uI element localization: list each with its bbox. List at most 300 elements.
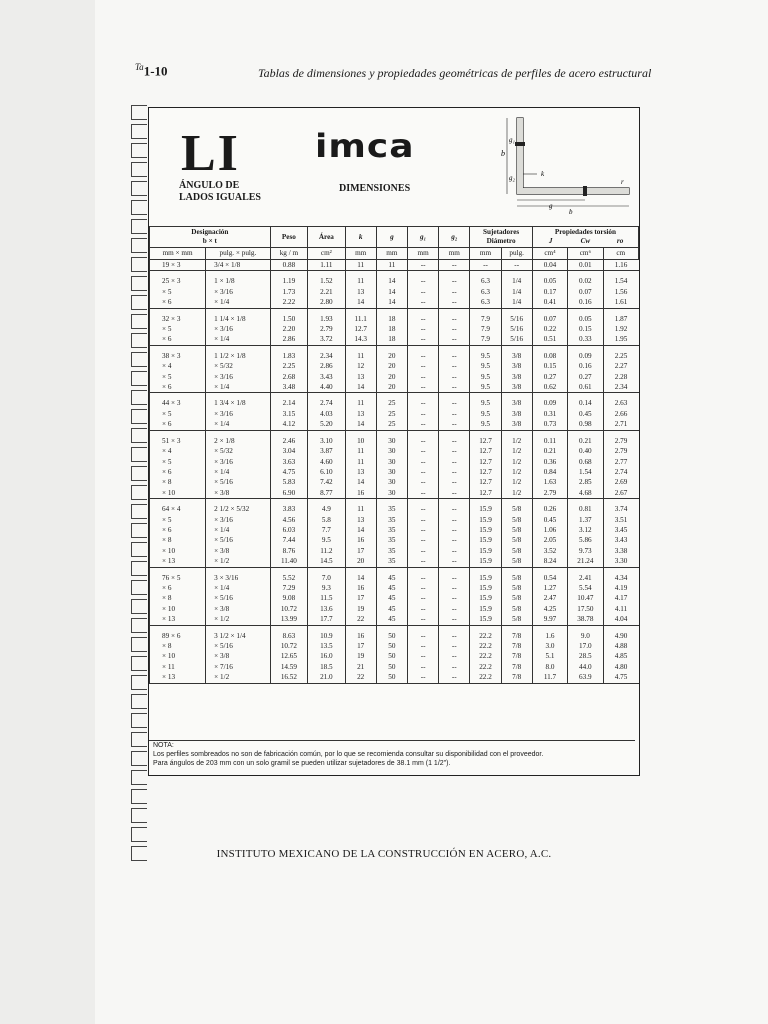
units-row <box>150 248 639 260</box>
footer: INSTITUTO MEXICANO DE LA CONSTRUCCIÓN EN ACERO, A.C. <box>216 848 552 860</box>
table-cell: 22 <box>345 672 376 683</box>
table-cell: × 10 <box>150 604 206 614</box>
table-cell: -- <box>439 546 470 556</box>
table-cell: 2.27 <box>603 361 638 371</box>
table-cell: -- <box>407 314 438 324</box>
table-cell: 50 <box>376 631 407 641</box>
table-cell: × 1/4 <box>206 525 271 535</box>
table-row <box>150 672 639 683</box>
table-cell: × 8 <box>150 593 206 603</box>
table-cell: 12.7 <box>470 488 501 499</box>
table-cell: 14 <box>345 525 376 535</box>
table-cell: × 5/32 <box>206 361 271 371</box>
table-cell: 0.54 <box>532 573 567 583</box>
table-cell: 3.87 <box>308 446 345 456</box>
index-tab <box>131 751 147 766</box>
table-cell: 9.0 <box>568 631 603 641</box>
table-cell: 9.5 <box>470 351 501 361</box>
table-cell: 3/8 <box>501 361 532 371</box>
g1-header: g₁ <box>407 227 438 248</box>
table-cell: 4.34 <box>603 573 638 583</box>
table-cell: × 3/16 <box>206 515 271 525</box>
table-cell: 5.86 <box>568 535 603 545</box>
table-cell: 12.7 <box>345 324 376 334</box>
table-cell: -- <box>407 546 438 556</box>
table-cell: × 6 <box>150 467 206 477</box>
table-cell: 5.20 <box>308 419 345 430</box>
table-cell: 1.93 <box>308 314 345 324</box>
table-cell: 1.16 <box>603 260 638 271</box>
table-cell: 25 <box>376 419 407 430</box>
index-tab <box>131 447 147 462</box>
table-cell: -- <box>407 436 438 446</box>
table-cell: 1 1/2 × 1/8 <box>206 351 271 361</box>
table-cell: -- <box>407 504 438 514</box>
table-cell: 25 <box>376 409 407 419</box>
index-tab <box>131 428 147 443</box>
table-cell: 5/8 <box>501 604 532 614</box>
table-cell: 16 <box>345 583 376 593</box>
table-cell: 2.34 <box>308 351 345 361</box>
table-cell: 12.7 <box>470 446 501 456</box>
table-cell: 2.86 <box>270 334 307 345</box>
table-number: $^{Ta}$1-10 <box>135 62 168 79</box>
section-title: DIMENSIONES <box>339 183 411 194</box>
index-tab <box>131 238 147 253</box>
table-cell: 0.68 <box>568 457 603 467</box>
table-cell: 45 <box>376 604 407 614</box>
table-cell: 50 <box>376 641 407 651</box>
table-cell: 0.81 <box>568 504 603 514</box>
g-header: g <box>376 227 407 248</box>
table-cell: -- <box>439 488 470 499</box>
table-cell: 0.15 <box>568 324 603 334</box>
table-cell: -- <box>439 515 470 525</box>
table-cell: 2.79 <box>308 324 345 334</box>
table-cell: 21.24 <box>568 556 603 567</box>
table-cell: -- <box>439 467 470 477</box>
area-header: Área <box>308 227 345 248</box>
table-cell: 2.21 <box>308 287 345 297</box>
table-cell: 2.69 <box>603 477 638 487</box>
table-cell: -- <box>439 361 470 371</box>
table-cell: 0.62 <box>532 382 567 393</box>
profile-subtitle: ÁNGULO DE LADOS IGUALES <box>179 180 261 203</box>
table-cell: 6.3 <box>470 276 501 286</box>
page-binding-margin <box>0 0 95 1024</box>
table-cell: 11 <box>345 276 376 286</box>
table-cell: 35 <box>376 535 407 545</box>
table-cell: 38.78 <box>568 614 603 625</box>
table-cell: × 5/16 <box>206 535 271 545</box>
table-cell: 0.17 <box>532 287 567 297</box>
table-row <box>150 477 639 487</box>
table-cell: -- <box>439 446 470 456</box>
index-tab <box>131 618 147 633</box>
table-cell: × 3/8 <box>206 546 271 556</box>
table-cell: × 3/16 <box>206 287 271 297</box>
table-cell: -- <box>439 436 470 446</box>
table-cell: -- <box>439 651 470 661</box>
table-cell: 18 <box>376 314 407 324</box>
table-cell: 44.0 <box>568 662 603 672</box>
table-cell: 1.52 <box>308 276 345 286</box>
table-cell: 2.20 <box>270 324 307 334</box>
table-cell: -- <box>407 556 438 567</box>
index-tab <box>131 675 147 690</box>
table-cell: 22 <box>345 614 376 625</box>
index-tab <box>131 466 147 481</box>
unit-cell: pulg. × pulg. <box>206 248 271 260</box>
table-cell: -- <box>407 614 438 625</box>
index-tab <box>131 162 147 177</box>
table-cell: 13.5 <box>308 641 345 651</box>
table-cell: 1/2 <box>501 467 532 477</box>
table-cell: 11 <box>345 457 376 467</box>
table-cell: 19 <box>345 651 376 661</box>
table-cell: 1.83 <box>270 351 307 361</box>
table-cell: 13 <box>345 287 376 297</box>
index-tab <box>131 485 147 500</box>
table-cell: 0.05 <box>532 276 567 286</box>
table-cell: -- <box>439 631 470 641</box>
table-cell: 7/8 <box>501 662 532 672</box>
unit-cell: cm⁴ <box>532 248 567 260</box>
table-cell: 2.74 <box>603 467 638 477</box>
table-cell: × 3/8 <box>206 488 271 499</box>
table-cell: 0.27 <box>532 372 567 382</box>
table-cell: 14 <box>376 276 407 286</box>
table-cell: 16.0 <box>308 651 345 661</box>
table-cell: 2.63 <box>603 398 638 408</box>
table-cell: 5/8 <box>501 546 532 556</box>
table-cell: 0.11 <box>532 436 567 446</box>
table-cell: × 1/4 <box>206 382 271 393</box>
table-cell: 35 <box>376 525 407 535</box>
table-cell: 9.08 <box>270 593 307 603</box>
table-cell: -- <box>407 419 438 430</box>
index-tab <box>131 143 147 158</box>
table-cell: 14 <box>345 382 376 393</box>
table-cell: 11 <box>345 351 376 361</box>
table-cell: 13 <box>345 409 376 419</box>
unit-cell: cm² <box>308 248 345 260</box>
table-cell: 3.52 <box>532 546 567 556</box>
table-cell: 1.19 <box>270 276 307 286</box>
table-cell: -- <box>439 314 470 324</box>
table-row <box>150 361 639 371</box>
table-cell: -- <box>407 583 438 593</box>
table-cell: 45 <box>376 614 407 625</box>
table-cell: 1.27 <box>532 583 567 593</box>
table-cell: -- <box>439 457 470 467</box>
table-cell: -- <box>439 573 470 583</box>
table-cell: 0.61 <box>568 382 603 393</box>
fasteners-header: Sujetadores Diámetro <box>470 227 532 248</box>
table-cell: -- <box>407 662 438 672</box>
unit-cell: mm <box>407 248 438 260</box>
table-cell: 1/4 <box>501 276 532 286</box>
table-cell: 4.03 <box>308 409 345 419</box>
table-cell: 25 <box>376 398 407 408</box>
table-cell: 16 <box>345 631 376 641</box>
table-cell: 2.74 <box>308 398 345 408</box>
table-cell: 1/2 <box>501 477 532 487</box>
table-cell: 22.2 <box>470 662 501 672</box>
table-cell: -- <box>407 351 438 361</box>
table-cell: 3/8 <box>501 382 532 393</box>
table-cell: 11 <box>345 446 376 456</box>
table-cell: 1/2 <box>501 488 532 499</box>
table-row <box>150 525 639 535</box>
table-cell: -- <box>439 477 470 487</box>
table-cell: 3.45 <box>603 525 638 535</box>
table-cell: 4.68 <box>568 488 603 499</box>
table-cell: 12.65 <box>270 651 307 661</box>
table-cell: 5/8 <box>501 504 532 514</box>
unit-cell: mm <box>376 248 407 260</box>
table-cell: 10.72 <box>270 604 307 614</box>
table-cell: 17 <box>345 593 376 603</box>
table-cell: -- <box>407 276 438 286</box>
table-cell: 35 <box>376 504 407 514</box>
table-cell: 13 <box>345 372 376 382</box>
table-cell: 12.7 <box>470 436 501 446</box>
table-cell: -- <box>439 556 470 567</box>
index-tab <box>131 542 147 557</box>
table-cell: 1.63 <box>532 477 567 487</box>
table-cell: 6.03 <box>270 525 307 535</box>
table-cell: -- <box>439 504 470 514</box>
table-cell: 0.88 <box>270 260 307 271</box>
table-cell: 20 <box>376 372 407 382</box>
table-cell: × 13 <box>150 672 206 683</box>
table-cell: 2.05 <box>532 535 567 545</box>
table-cell: × 6 <box>150 419 206 430</box>
table-cell: × 8 <box>150 535 206 545</box>
table-cell: 22.2 <box>470 641 501 651</box>
table-row <box>150 556 639 567</box>
table-cell: 19 <box>345 604 376 614</box>
table-cell: × 3/8 <box>206 604 271 614</box>
table-cell: 8.0 <box>532 662 567 672</box>
table-cell: 3.83 <box>270 504 307 514</box>
profile-code: LI <box>181 125 240 182</box>
table-cell: 3.15 <box>270 409 307 419</box>
table-cell: 2.77 <box>603 457 638 467</box>
table-cell: 14 <box>376 287 407 297</box>
table-cell: 5/16 <box>501 314 532 324</box>
table-cell: 5.52 <box>270 573 307 583</box>
table-cell: 4.75 <box>603 672 638 683</box>
table-cell: 5.1 <box>532 651 567 661</box>
table-cell: -- <box>439 287 470 297</box>
table-cell: 7.9 <box>470 324 501 334</box>
index-tab <box>131 523 147 538</box>
table-cell: 21.0 <box>308 672 345 683</box>
table-cell: 22.2 <box>470 651 501 661</box>
table-cell: 4.56 <box>270 515 307 525</box>
unit-cell: mm × mm <box>150 248 206 260</box>
table-row <box>150 488 639 499</box>
unit-cell: mm <box>439 248 470 260</box>
table-cell: × 6 <box>150 583 206 593</box>
table-cell: 11.1 <box>345 314 376 324</box>
table-cell: 12.7 <box>470 477 501 487</box>
table-cell: 51 × 3 <box>150 436 206 446</box>
table-cell: 30 <box>376 488 407 499</box>
table-cell: 45 <box>376 593 407 603</box>
table-cell: 2.67 <box>603 488 638 499</box>
table-cell: 1/2 <box>501 446 532 456</box>
dim-label: b <box>569 208 573 216</box>
table-cell: 0.45 <box>532 515 567 525</box>
table-cell: -- <box>407 287 438 297</box>
k-header: k <box>345 227 376 248</box>
table-cell: -- <box>407 515 438 525</box>
table-cell: 7/8 <box>501 631 532 641</box>
table-row <box>150 297 639 308</box>
unit-cell: pulg. <box>501 248 532 260</box>
table-row <box>150 546 639 556</box>
table-row <box>150 398 639 408</box>
table-cell: -- <box>470 260 501 271</box>
table-cell: 3/8 <box>501 398 532 408</box>
table-cell: -- <box>407 297 438 308</box>
table-row <box>150 593 639 603</box>
table-cell: 4.75 <box>270 467 307 477</box>
table-cell: 64 × 4 <box>150 504 206 514</box>
table-cell: 50 <box>376 672 407 683</box>
table-cell: 2 × 1/8 <box>206 436 271 446</box>
table-cell: 3 × 3/16 <box>206 573 271 583</box>
table-cell: 2.34 <box>603 382 638 393</box>
table-cell: 3.43 <box>603 535 638 545</box>
table-row <box>150 436 639 446</box>
table-cell: 6.3 <box>470 297 501 308</box>
table-cell: 35 <box>376 546 407 556</box>
table-cell: -- <box>439 535 470 545</box>
table-cell: 8.77 <box>308 488 345 499</box>
table-cell: × 11 <box>150 662 206 672</box>
table-cell: 10.9 <box>308 631 345 641</box>
table-cell: × 13 <box>150 614 206 625</box>
table-cell: -- <box>407 409 438 419</box>
table-cell: 35 <box>376 515 407 525</box>
table-cell: 9.5 <box>470 382 501 393</box>
table-cell: 0.16 <box>568 361 603 371</box>
table-cell: 1.54 <box>603 276 638 286</box>
table-cell: -- <box>439 593 470 603</box>
table-cell: 5.54 <box>568 583 603 593</box>
table-cell: 4.25 <box>532 604 567 614</box>
table-cell: 5/16 <box>501 334 532 345</box>
table-cell: 8.24 <box>532 556 567 567</box>
table-cell: 17 <box>345 641 376 651</box>
table-cell: -- <box>407 457 438 467</box>
table-cell: 2.79 <box>532 488 567 499</box>
table-cell: 0.41 <box>532 297 567 308</box>
table-cell: × 1/2 <box>206 672 271 683</box>
table-row <box>150 419 639 430</box>
table-cell: 5/8 <box>501 556 532 567</box>
index-tab <box>131 181 147 196</box>
table-cell: 11 <box>345 504 376 514</box>
table-cell: × 5/16 <box>206 593 271 603</box>
table-cell: -- <box>407 672 438 683</box>
unit-cell: kg / m <box>270 248 307 260</box>
index-tab <box>131 580 147 595</box>
table-cell: 9.73 <box>568 546 603 556</box>
table-cell: 0.14 <box>568 398 603 408</box>
index-tab <box>131 637 147 652</box>
table-cell: 0.02 <box>568 276 603 286</box>
table-cell: 6.90 <box>270 488 307 499</box>
table-cell: 0.16 <box>568 297 603 308</box>
torsion-header: Propiedades torsión J Cw ro <box>532 227 638 248</box>
table-cell: 15.9 <box>470 573 501 583</box>
table-row <box>150 583 639 593</box>
table-cell: 0.51 <box>532 334 567 345</box>
table-row <box>150 351 639 361</box>
index-tab <box>131 333 147 348</box>
table-cell: 32 × 3 <box>150 314 206 324</box>
table-cell: 7/8 <box>501 651 532 661</box>
table-cell: 1.73 <box>270 287 307 297</box>
table-cell: 17.50 <box>568 604 603 614</box>
table-row <box>150 515 639 525</box>
table-row <box>150 276 639 286</box>
table-cell: 4.19 <box>603 583 638 593</box>
table-row <box>150 260 639 271</box>
table-cell: × 6 <box>150 382 206 393</box>
table-cell: 21 <box>345 662 376 672</box>
table-cell: 14 <box>345 477 376 487</box>
table-row <box>150 457 639 467</box>
table-cell: 0.36 <box>532 457 567 467</box>
table-cell: 5/16 <box>501 324 532 334</box>
table-cell: 15.9 <box>470 535 501 545</box>
table-cell: 2 1/2 × 5/32 <box>206 504 271 514</box>
table-cell: 50 <box>376 662 407 672</box>
table-cell: -- <box>407 334 438 345</box>
table-cell: × 3/16 <box>206 457 271 467</box>
dim-label: g <box>549 202 553 210</box>
table-cell: 7.42 <box>308 477 345 487</box>
table-cell: 9.5 <box>470 409 501 419</box>
table-cell: × 8 <box>150 477 206 487</box>
table-cell: 9.5 <box>308 535 345 545</box>
table-cell: 14 <box>376 297 407 308</box>
table-cell: 30 <box>376 436 407 446</box>
table-cell: 13.99 <box>270 614 307 625</box>
table-cell: 1.95 <box>603 334 638 345</box>
table-cell: 15.9 <box>470 504 501 514</box>
table-cell: -- <box>407 488 438 499</box>
table-cell: 3/8 <box>501 372 532 382</box>
table-cell: -- <box>439 276 470 286</box>
table-cell: 1.61 <box>603 297 638 308</box>
table-cell: -- <box>407 593 438 603</box>
table-cell: × 5 <box>150 457 206 467</box>
table-cell: 5/8 <box>501 535 532 545</box>
table-row <box>150 641 639 651</box>
table-cell: 1 1/4 × 1/8 <box>206 314 271 324</box>
table-cell: × 6 <box>150 525 206 535</box>
table-cell: 11.7 <box>532 672 567 683</box>
table-cell: 14.59 <box>270 662 307 672</box>
dim-label: k <box>541 170 545 178</box>
